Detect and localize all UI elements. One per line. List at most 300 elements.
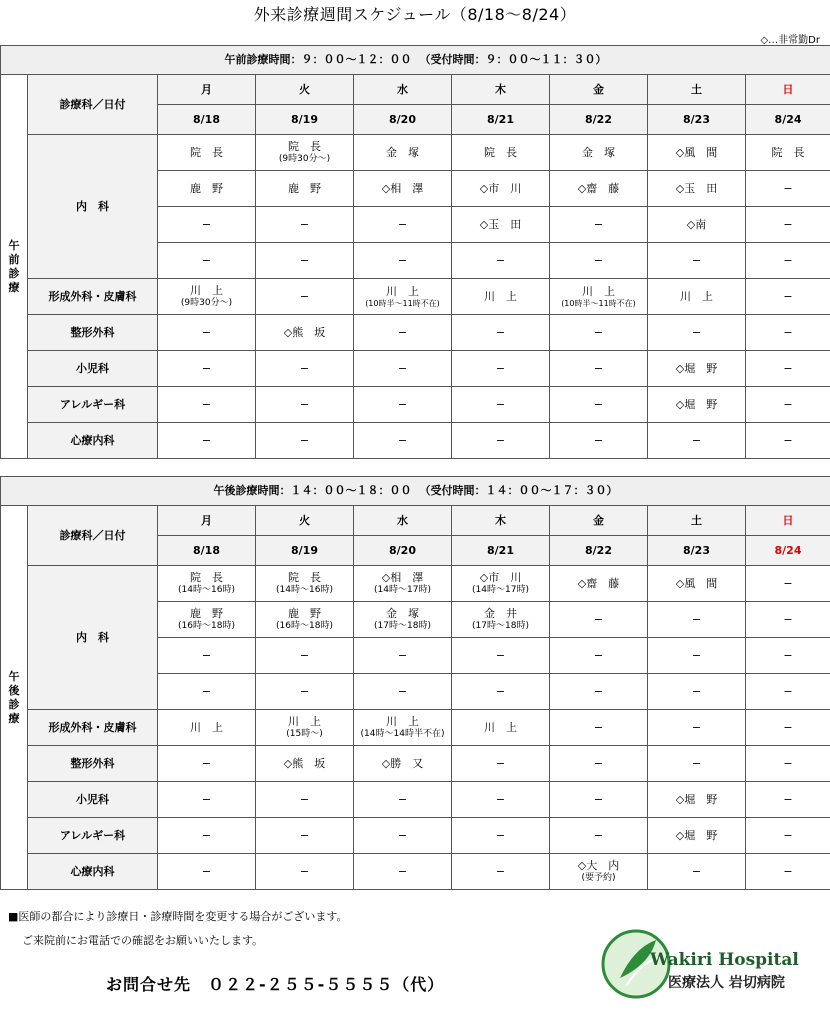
schedule-cell <box>648 315 746 351</box>
doctor-name: − <box>397 397 408 411</box>
doctor-name: − <box>593 397 604 411</box>
corner-label: 診療科／日付 <box>28 506 158 566</box>
schedule-cell <box>452 818 550 854</box>
period-label: 午 後 診 療 <box>1 506 28 890</box>
doctor-note: (10時半〜11時不在) <box>561 298 636 308</box>
doctor-name: − <box>397 253 408 267</box>
doctor-name: 川 上 <box>190 720 223 734</box>
doctor-name: 川 上 <box>680 289 713 303</box>
legend-note: ◇…非常勤Dr <box>760 35 820 46</box>
schedule-cell <box>648 387 746 423</box>
doctor-name: − <box>783 864 793 878</box>
doctor-name: − <box>495 648 506 662</box>
schedule-cell <box>256 351 354 387</box>
doctor-name: − <box>397 325 408 339</box>
dept-shoni: 小児科 <box>28 782 158 818</box>
weekday-header: 金 <box>550 506 648 536</box>
doctor-name: − <box>593 684 604 698</box>
schedule-cell <box>452 207 550 243</box>
doctor-name: − <box>593 325 604 339</box>
doctor-name: − <box>691 720 702 734</box>
dept-shinryo: 心療内科 <box>28 854 158 890</box>
doctor-name: − <box>201 253 212 267</box>
schedule-cell <box>550 171 648 207</box>
doctor-name: ◇堀 野 <box>675 361 718 375</box>
schedule-cell <box>452 387 550 423</box>
reception-hours: （受付時間：１４：００〜１７：３０） <box>419 484 618 497</box>
doctor-name: − <box>593 828 604 842</box>
doctor-name: 川 上 <box>288 715 321 728</box>
doctor-name: − <box>397 433 408 447</box>
session-header <box>1 477 830 506</box>
dept-allergy: アレルギー科 <box>28 818 158 854</box>
doctor-name: − <box>201 325 212 339</box>
schedule-cell <box>256 854 354 890</box>
schedule-cell <box>550 423 648 459</box>
doctor-name: − <box>299 864 310 878</box>
schedule-cell <box>550 279 648 315</box>
schedule-cell <box>550 674 648 710</box>
doctor-name: − <box>201 433 212 447</box>
schedule-cell <box>256 638 354 674</box>
doctor-name: − <box>691 648 702 662</box>
schedule-cell <box>158 423 256 459</box>
doctor-name: ◇風 間 <box>675 576 718 590</box>
schedule-cell <box>354 171 452 207</box>
schedule-cell <box>354 854 452 890</box>
schedule-cell <box>746 315 830 351</box>
schedule-cell <box>158 135 256 171</box>
schedule-cell <box>550 387 648 423</box>
doctor-note: (16時〜18時) <box>178 621 235 631</box>
pm-table <box>0 476 830 890</box>
schedule-cell <box>746 818 830 854</box>
schedule-cell <box>256 423 354 459</box>
weekday-header: 日 <box>746 506 830 536</box>
weekday-header: 木 <box>452 506 550 536</box>
schedule-cell <box>648 674 746 710</box>
doctor-name: − <box>495 828 506 842</box>
doctor-name: ◇齋 藤 <box>577 181 620 195</box>
doctor-name: ◇相 澤 <box>381 571 424 584</box>
schedule-cell <box>746 387 830 423</box>
doctor-name: − <box>201 648 212 662</box>
hospital-logo <box>598 928 822 1000</box>
date-header: 8/23 <box>648 536 746 566</box>
schedule-cell <box>158 746 256 782</box>
doctor-name: 川 上 <box>484 720 517 734</box>
doctor-name: 鹿 野 <box>288 607 321 620</box>
doctor-name: − <box>201 864 212 878</box>
doctor-note: (9時30分〜) <box>180 298 233 308</box>
schedule-cell <box>354 566 452 602</box>
schedule-cell <box>550 315 648 351</box>
doctor-name: − <box>495 361 506 375</box>
am-table <box>0 45 830 459</box>
schedule-cell <box>158 710 256 746</box>
dept-seikei: 整形外科 <box>28 746 158 782</box>
doctor-name: 鹿 野 <box>190 181 223 195</box>
schedule-cell <box>550 207 648 243</box>
doctor-name: − <box>691 864 702 878</box>
date-header: 8/21 <box>452 536 550 566</box>
doctor-name: − <box>397 828 408 842</box>
doctor-name: 院 長 <box>771 145 805 159</box>
schedule-cell <box>550 135 648 171</box>
doctor-name: − <box>783 253 793 267</box>
doctor-note: (17時〜18時) <box>472 621 529 631</box>
schedule-cell <box>452 746 550 782</box>
dept-shoni: 小児科 <box>28 351 158 387</box>
doctor-name: − <box>691 612 702 626</box>
date-header: 8/19 <box>256 536 354 566</box>
doctor-name: − <box>783 397 793 411</box>
doctor-name: − <box>201 397 212 411</box>
doctor-name: ◇風 間 <box>675 145 718 159</box>
doctor-name: − <box>495 433 506 447</box>
doctor-name: − <box>783 576 793 590</box>
doctor-name: − <box>397 684 408 698</box>
doctor-name: ◇熊 坂 <box>283 756 326 770</box>
schedule-cell <box>746 674 830 710</box>
weekday-header: 金 <box>550 75 648 105</box>
doctor-name: − <box>783 756 793 770</box>
schedule-cell <box>256 602 354 638</box>
schedule-cell <box>746 602 830 638</box>
doctor-name: − <box>783 289 793 303</box>
schedule-cell <box>550 243 648 279</box>
schedule-cell <box>550 602 648 638</box>
doctor-name: 金 塚 <box>386 607 419 620</box>
session-header <box>1 46 830 75</box>
doctor-note: (要予約) <box>581 873 616 883</box>
doctor-name: − <box>299 397 310 411</box>
weekday-header: 火 <box>256 75 354 105</box>
weekday-header: 木 <box>452 75 550 105</box>
doctor-name: 院 長 <box>190 145 223 159</box>
schedule-cell <box>256 207 354 243</box>
doctor-name: ◇南 <box>686 217 707 231</box>
doctor-name: − <box>201 792 212 806</box>
schedule-cell <box>452 638 550 674</box>
schedule-cell <box>550 818 648 854</box>
doctor-name: − <box>397 864 408 878</box>
footer <box>0 900 830 1024</box>
schedule-cell <box>746 171 830 207</box>
doctor-name: ◇市 川 <box>479 181 522 195</box>
doctor-name: − <box>397 361 408 375</box>
schedule-cell <box>158 638 256 674</box>
doctor-name: − <box>495 253 506 267</box>
doctor-name: − <box>299 361 310 375</box>
notice-text: ■医師の都合により診療日・診療時間を変更する場合がございます。 <box>8 910 348 923</box>
doctor-name: ◇玉 田 <box>479 217 522 231</box>
doctor-name: − <box>783 181 793 195</box>
schedule-cell <box>158 207 256 243</box>
doctor-name: 鹿 野 <box>190 607 223 620</box>
schedule-cell <box>158 818 256 854</box>
doctor-name: − <box>783 792 793 806</box>
doctor-name: 金 井 <box>484 607 517 620</box>
doctor-name: ◇堀 野 <box>675 792 718 806</box>
schedule-cell <box>354 638 452 674</box>
doctor-name: − <box>783 612 793 626</box>
schedule-cell <box>550 854 648 890</box>
schedule-cell <box>746 782 830 818</box>
schedule-cell <box>746 243 830 279</box>
weekday-header: 月 <box>158 75 256 105</box>
schedule-cell <box>452 854 550 890</box>
schedule-cell <box>746 854 830 890</box>
schedule-cell <box>550 566 648 602</box>
doctor-name: 院 長 <box>288 571 321 584</box>
doctor-name: − <box>299 433 310 447</box>
schedule-cell <box>452 315 550 351</box>
schedule-cell <box>354 710 452 746</box>
schedule-cell <box>648 602 746 638</box>
schedule-cell <box>354 746 452 782</box>
doctor-note: (10時半〜11時不在) <box>365 298 440 308</box>
schedule-cell <box>648 351 746 387</box>
logo-text-jp: 医療法人 岩切病院 <box>668 975 785 991</box>
schedule-cell <box>746 746 830 782</box>
schedule-cell <box>550 638 648 674</box>
doctor-name: − <box>397 217 408 231</box>
doctor-name: − <box>201 217 212 231</box>
doctor-name: − <box>783 325 793 339</box>
schedule-cell <box>452 135 550 171</box>
schedule-cell <box>256 315 354 351</box>
schedule-cell <box>648 243 746 279</box>
doctor-name: − <box>691 684 702 698</box>
schedule-cell <box>746 423 830 459</box>
schedule-cell <box>158 279 256 315</box>
doctor-name: − <box>201 828 212 842</box>
schedule-cell <box>452 423 550 459</box>
doctor-note: (14時〜16時) <box>276 585 333 595</box>
date-header: 8/21 <box>452 105 550 135</box>
weekday-header: 水 <box>354 506 452 536</box>
doctor-note: (14時〜17時) <box>472 585 529 595</box>
doctor-name: − <box>201 361 212 375</box>
doctor-name: ◇玉 田 <box>675 181 718 195</box>
doctor-name: ◇堀 野 <box>675 397 718 411</box>
doctor-name: − <box>691 325 702 339</box>
doctor-name: − <box>783 361 793 375</box>
date-header: 8/19 <box>256 105 354 135</box>
doctor-name: ◇大 内 <box>577 859 620 872</box>
date-header: 8/24 <box>746 536 830 566</box>
doctor-name: − <box>593 253 604 267</box>
doctor-name: − <box>783 648 793 662</box>
doctor-name: ◇市 川 <box>479 571 522 584</box>
schedule-cell <box>746 351 830 387</box>
schedule-cell <box>256 746 354 782</box>
schedule-cell <box>256 782 354 818</box>
doctor-name: − <box>783 828 793 842</box>
schedule-cell <box>158 854 256 890</box>
schedule-cell <box>158 315 256 351</box>
schedule-cell <box>354 674 452 710</box>
schedule-cell <box>256 243 354 279</box>
date-header: 8/22 <box>550 536 648 566</box>
schedule-cell <box>648 171 746 207</box>
schedule-cell <box>158 171 256 207</box>
schedule-cell <box>158 566 256 602</box>
session-hours: 午後診療時間：１４：００〜１８：００ <box>213 484 412 497</box>
schedule-cell <box>452 602 550 638</box>
contact-phone: お問合せ先 ０２２-２５５-５５５５（代） <box>106 975 445 994</box>
doctor-name: − <box>691 253 702 267</box>
schedule-cell <box>452 171 550 207</box>
schedule-cell <box>746 207 830 243</box>
doctor-name: − <box>783 217 793 231</box>
weekday-header: 月 <box>158 506 256 536</box>
dept-keisei: 形成外科・皮膚科 <box>28 710 158 746</box>
doctor-name: − <box>201 756 212 770</box>
notice-text-2: ご来院前にお電話での確認をお願いいたします。 <box>22 934 264 947</box>
doctor-note: (16時〜18時) <box>276 621 333 631</box>
schedule-cell <box>648 279 746 315</box>
doctor-note: (14時〜17時) <box>374 585 431 595</box>
schedule-cell <box>550 710 648 746</box>
doctor-name: − <box>495 397 506 411</box>
schedule-cell <box>354 135 452 171</box>
schedule-cell <box>648 746 746 782</box>
schedule-cell <box>648 423 746 459</box>
schedule-cell <box>256 674 354 710</box>
doctor-note: (9時30分〜) <box>278 154 331 164</box>
doctor-name: − <box>397 648 408 662</box>
doctor-name: − <box>691 433 702 447</box>
doctor-name: 院 長 <box>288 140 321 153</box>
doctor-name: − <box>495 325 506 339</box>
date-header: 8/24 <box>746 105 830 135</box>
logo-text-en: Wakiri Hospital <box>650 950 799 970</box>
doctor-name: − <box>593 433 604 447</box>
schedule-cell <box>452 279 550 315</box>
doctor-name: − <box>299 792 310 806</box>
doctor-name: − <box>495 756 506 770</box>
page-title: 外来診療週間スケジュール（8/18〜8/24） <box>253 5 577 24</box>
schedule-cell <box>354 351 452 387</box>
corner-label: 診療科／日付 <box>28 75 158 135</box>
doctor-name: − <box>299 648 310 662</box>
schedule-cell <box>256 135 354 171</box>
doctor-note: (15時〜) <box>286 729 323 739</box>
doctor-name: − <box>299 253 310 267</box>
doctor-name: − <box>299 684 310 698</box>
schedule-cell <box>550 351 648 387</box>
schedule-cell <box>648 818 746 854</box>
doctor-name: ◇相 澤 <box>381 181 424 195</box>
schedule-cell <box>648 638 746 674</box>
schedule-cell <box>354 243 452 279</box>
schedule-cell <box>746 279 830 315</box>
doctor-name: − <box>593 612 604 626</box>
schedule-cell <box>354 602 452 638</box>
schedule-cell <box>256 279 354 315</box>
doctor-note: (14時〜16時) <box>178 585 235 595</box>
doctor-name: − <box>593 720 604 734</box>
dept-naika: 内 科 <box>28 566 158 710</box>
am-schedule <box>0 45 830 459</box>
dept-keisei: 形成外科・皮膚科 <box>28 279 158 315</box>
weekday-header: 火 <box>256 506 354 536</box>
schedule-cell <box>354 782 452 818</box>
doctor-name: 川 上 <box>386 284 419 298</box>
date-header: 8/22 <box>550 105 648 135</box>
schedule-cell <box>256 171 354 207</box>
schedule-cell <box>256 566 354 602</box>
doctor-name: − <box>299 217 310 231</box>
doctor-name: − <box>593 792 604 806</box>
schedule-cell <box>354 387 452 423</box>
dept-allergy: アレルギー科 <box>28 387 158 423</box>
doctor-name: − <box>593 756 604 770</box>
date-header: 8/18 <box>158 536 256 566</box>
doctor-name: − <box>201 684 212 698</box>
schedule-cell <box>452 710 550 746</box>
schedule-cell <box>452 674 550 710</box>
schedule-cell <box>550 746 648 782</box>
doctor-name: − <box>691 756 702 770</box>
weekday-header: 水 <box>354 75 452 105</box>
schedule-cell <box>452 243 550 279</box>
doctor-name: 金 塚 <box>582 145 615 159</box>
schedule-cell <box>158 602 256 638</box>
schedule-cell <box>158 782 256 818</box>
dept-seikei: 整形外科 <box>28 315 158 351</box>
doctor-name: − <box>593 648 604 662</box>
doctor-name: − <box>299 289 310 303</box>
schedule-cell <box>256 818 354 854</box>
schedule-cell <box>746 710 830 746</box>
schedule-cell <box>256 387 354 423</box>
date-header: 8/20 <box>354 536 452 566</box>
schedule-cell <box>158 674 256 710</box>
schedule-cell <box>746 566 830 602</box>
date-header: 8/18 <box>158 105 256 135</box>
doctor-name: ◇熊 坂 <box>283 325 326 339</box>
pm-schedule <box>0 476 830 890</box>
schedule-cell <box>648 135 746 171</box>
schedule-cell <box>452 566 550 602</box>
doctor-name: 川 上 <box>190 284 223 297</box>
doctor-name: 院 長 <box>190 571 223 584</box>
doctor-name: − <box>783 720 793 734</box>
doctor-name: − <box>495 684 506 698</box>
weekday-header: 土 <box>648 506 746 536</box>
schedule-cell <box>648 854 746 890</box>
doctor-note: (17時〜18時) <box>374 621 431 631</box>
reception-hours: （受付時間：９：００〜１１：３０） <box>419 53 607 66</box>
schedule-cell <box>550 782 648 818</box>
dept-shinryo: 心療内科 <box>28 423 158 459</box>
schedule-cell <box>354 279 452 315</box>
schedule-cell <box>648 566 746 602</box>
doctor-name: 川 上 <box>582 284 615 298</box>
doctor-name: − <box>593 217 604 231</box>
schedule-cell <box>354 315 452 351</box>
doctor-name: − <box>397 792 408 806</box>
doctor-name: − <box>495 864 506 878</box>
doctor-name: 院 長 <box>484 145 517 159</box>
doctor-name: ◇堀 野 <box>675 828 718 842</box>
doctor-name: − <box>495 792 506 806</box>
doctor-name: ◇齋 藤 <box>577 576 620 590</box>
weekday-header: 日 <box>746 75 830 105</box>
